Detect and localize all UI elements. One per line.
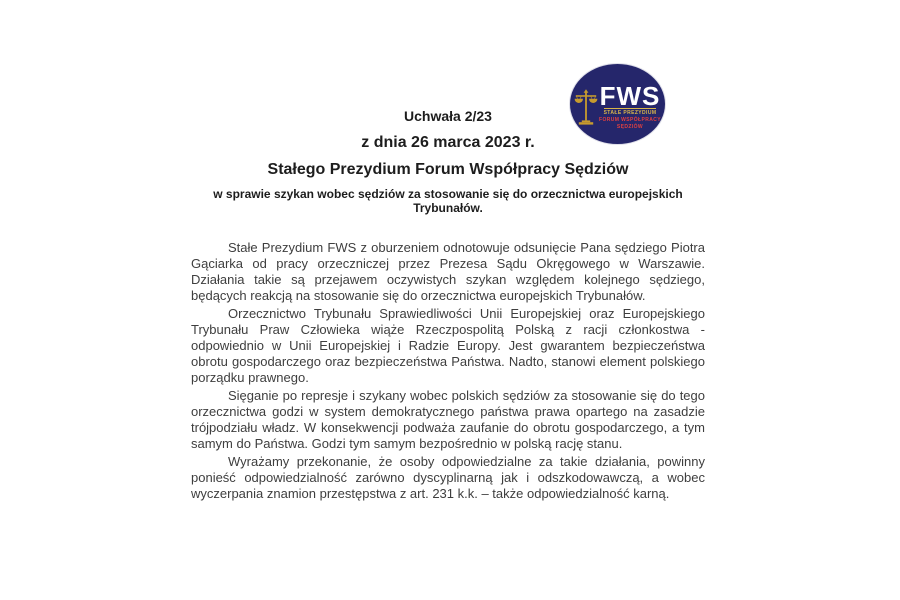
resolution-number: Uchwała 2/23 bbox=[404, 108, 492, 124]
body-paragraph: Orzecznictwo Trybunału Sprawiedliwości Unii Europejskiej oraz Europejskiego Trybunału Praw Człowieka wiąże Rzeczpospolitą Polską z racji członkostwa - odpowiednio w Unii Europejskiej i Radzie Europy. Jest gwarantem bezpieczeństwa obrotu gospodarczego oraz bezpieczeństwa Państwa. Nadto, stanowi element polskiego porządku prawnego. bbox=[191, 306, 705, 385]
logo-subtitle-sedziow: SĘDZIÓW bbox=[616, 124, 644, 130]
body-paragraph: Stałe Prezydium FWS z oburzeniem odnotowuje odsunięcie Pana sędziego Piotra Gąciarka od pracy orzeczniczej przez Prezesa Sądu Okręgowego w Warszawie. Działania takie są przejawem oczywistych szykan względem kolejnego sędziego, będących reakcją na stosowanie się do orzecznictwa europejskich Trybunałów. bbox=[191, 240, 705, 303]
issuing-body: Stałego Prezydium Forum Współpracy Sędziów bbox=[267, 161, 629, 178]
resolution-subject: w sprawie szykan wobec sędziów za stosowanie się do orzecznictwa europejskich Trybunałów. bbox=[213, 187, 683, 215]
resolution-body bbox=[191, 240, 705, 502]
document-content bbox=[191, 108, 705, 504]
body-paragraph: Sięganie po represje i szykany wobec polskich sędziów za stosowanie się do tego orzecznictwa godzi w system demokratycznego państwa prawa opartego na zasadzie trójpodziału władz. W konsekwencji podważa zaufanie do obrotu gospodarczego, a tym samym do Państwa. Godzi tym samym bezpośrednio w polską rację stanu. bbox=[191, 388, 705, 451]
logo-subtitle-stale-prezydium: STAŁE PREZYDIUM bbox=[603, 110, 657, 116]
logo-subtitle-forum-wspolpracy: FORUM WSPÓŁPRACY bbox=[599, 117, 661, 123]
body-paragraph: Wyrażamy przekonanie, że osoby odpowiedzialne za takie działania, powinny ponieść odpowiedzialność zarówno dyscyplinarną jak i odszkodowawczą, a wobec wyczerpania znamion przestępstwa z art. 231 k.k. – także odpowiedzialność karną. bbox=[191, 454, 705, 501]
resolution-date: z dnia 26 marca 2023 r. bbox=[361, 134, 535, 151]
logo-acronym: FWS bbox=[599, 81, 661, 111]
